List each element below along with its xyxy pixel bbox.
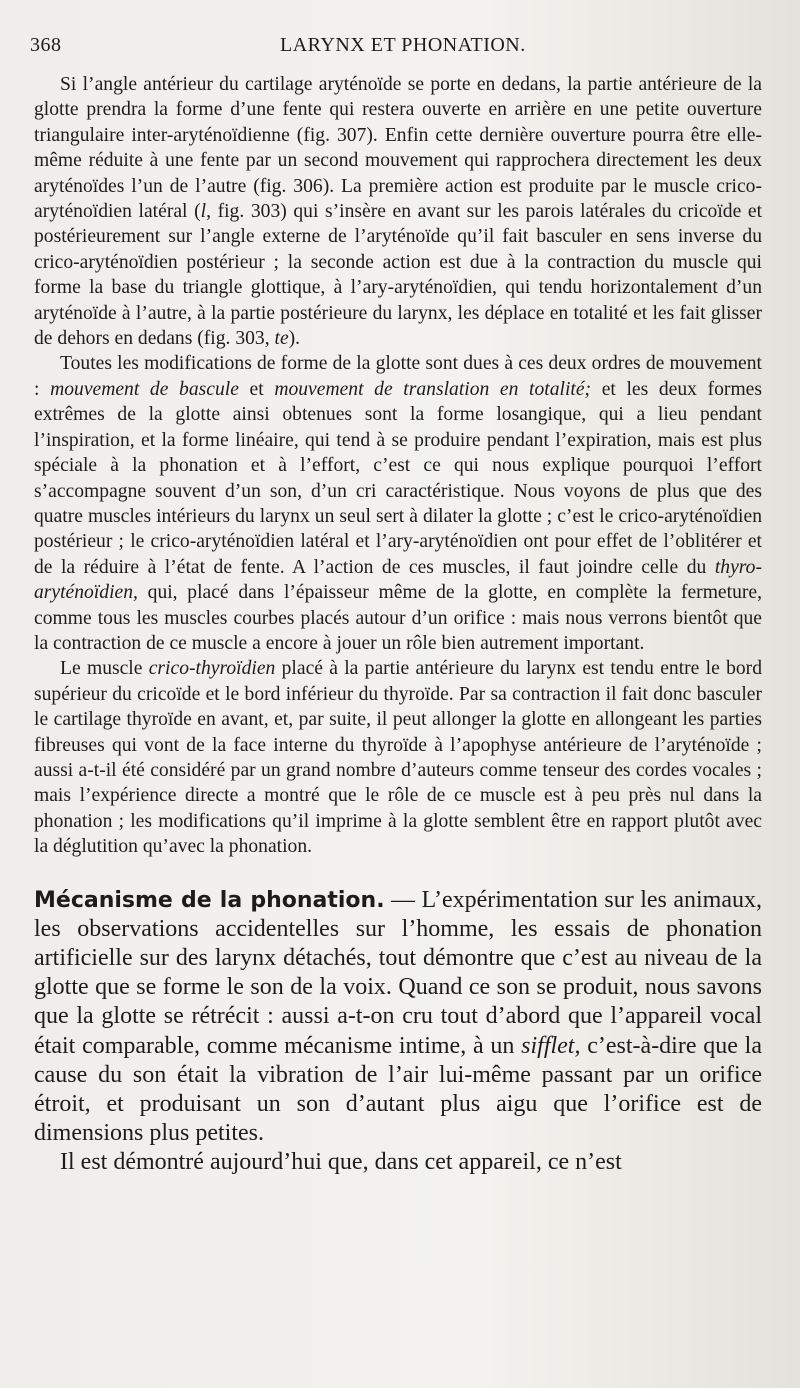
text-run: et les deux formes extrêmes de la glotte ainsi obtenues sont la forme losangique, qui a lieu pendant l’inspiration, et la forme linéaire, qui tend à se produire pendant l’expiration, mais est plus spéciale à la phonation et à l’effort, c’est ce qui nous explique pourquoi l’effort s’accompagne souvent d’un son, d’un cri caractéristique. Nous voyons de plus que des quatre muscles intérieurs du larynx un seul sert à dilater la glotte ; c’est le crico-aryténoïdien postérieur ; le crico-aryténoïdien latéral et l’ary-aryténoïdien ont pour effet de l’oblitérer et de la réduire à l’état de fente. A l’action de ces muscles, il faut joindre celle du — [34, 378, 763, 578]
italic-text: te — [274, 328, 289, 350]
section-paragraph — [34, 886, 762, 1149]
text-run: c’est-à-dire que la cause du son était la vibration de l’air lui-même passant par un orifice étroit, et produisant un son d’autant plus aigu que l’orifice est de dimensions plus petites. — [34, 1032, 762, 1147]
section-block — [34, 886, 762, 1178]
paragraph — [34, 656, 762, 859]
running-title: LARYNX ET PHONATION. — [280, 34, 526, 56]
section-heading: Mécanisme de la phonation. — [34, 887, 385, 913]
text-run: ). — [288, 328, 301, 350]
section-paragraph — [34, 1148, 762, 1177]
text-run: , fig. 303) qui s’insère en avant sur les parois latérales du cricoïde et postérieurement sur l’angle externe de l’aryténoïde qu’il fait basculer en sens inverse du crico-aryténoïdien postérieur ; la seconde action est due à la contraction du muscle qui forme la base du triangle glottique, à l’ary-aryténoïdien, qui tendu horizontalement d’un aryténoïde à l’autre, à la partie postérieure du larynx, les déplace en totalité et les fait glisser de dehors en dedans (fig. 303, — [34, 201, 763, 350]
page-header — [30, 34, 760, 60]
section-paragraph-text — [34, 887, 762, 1147]
body-text — [34, 72, 762, 1178]
italic-text: mouvement de translation en totalité; — [274, 378, 592, 400]
italic-text: sifflet, — [521, 1032, 581, 1059]
page-number: 368 — [30, 34, 62, 56]
paragraph — [34, 351, 762, 656]
italic-text: crico-thyroïdien — [148, 658, 276, 680]
text-run: Si l’angle antérieur du cartilage aryténoïde se porte en dedans, la partie antérieure de la glotte prendra la forme d’une fente qui restera ouverte en arrière en une petite ouverture triangulaire inter-aryténoïdienne (fig. 307). Enfin cette dernière ouverture pourra être elle-même réduite à une fente par un second mouvement qui rapprochera directement les deux aryténoïdes l’un de l’autre (fig. 306). La première action est produite par le muscle crico-aryténoïdien latéral ( — [34, 74, 762, 223]
text-run: placé à la partie antérieure du larynx est tendu entre le bord supérieur du cricoïde et le bord inférieur du thyroïde. Par sa contraction il fait donc basculer le cartilage thyroïde en avant, et, par suite, il peut allonger la glotte en allongeant les parties fibreuses qui vont de la face interne du thyroïde à l’apophyse antérieure de l’aryténoïde ; aussi a-t-il été considéré par un grand nombre d’auteurs comme tenseur des cordes vocales ; mais l’expérience directe a montré que le rôle de ce muscle est à peu près nul dans la phonation ; les modifications qu’il imprime à la glotte semblent être en rapport plutôt avec la déglutition qu’avec la phonation. — [34, 658, 762, 858]
italic-text: thyro-aryténoïdien, — [34, 556, 762, 604]
text-run: Il est démontré aujourd’hui que, dans cet appareil, ce n’est — [60, 1149, 622, 1176]
italic-text: mouvement de bascule — [50, 378, 239, 400]
text-run: qui, placé dans l’épaisseur même de la glotte, en complète la fermeture, comme tous les muscles courbes placés autour d’un orifice : mais nous verrons bientôt que la contraction de ce muscle a encore à jouer un rôle bien autrement important. — [34, 582, 762, 654]
italic-text: l — [200, 201, 207, 223]
text-run: et — [238, 378, 275, 400]
text-run: Toutes les modifications de forme de la glotte sont dues à ces deux ordres de mouvement : — [34, 353, 762, 400]
small-text-block — [34, 72, 762, 860]
text-run: — L’expérimentation sur les animaux, les observations accidentelles sur l’homme, les essais de phonation artificielle sur des larynx détachés, tout démontre que c’est au niveau de la glotte que se forme le son de la voix. Quand ce son se produit, nous savons que la glotte se rétrécit : aussi a-t-on cru tout d’abord que l’appareil vocal était comparable, comme mécanisme intime, à un — [34, 886, 762, 1059]
text-run: Le muscle — [60, 658, 149, 680]
paragraph — [34, 72, 762, 351]
